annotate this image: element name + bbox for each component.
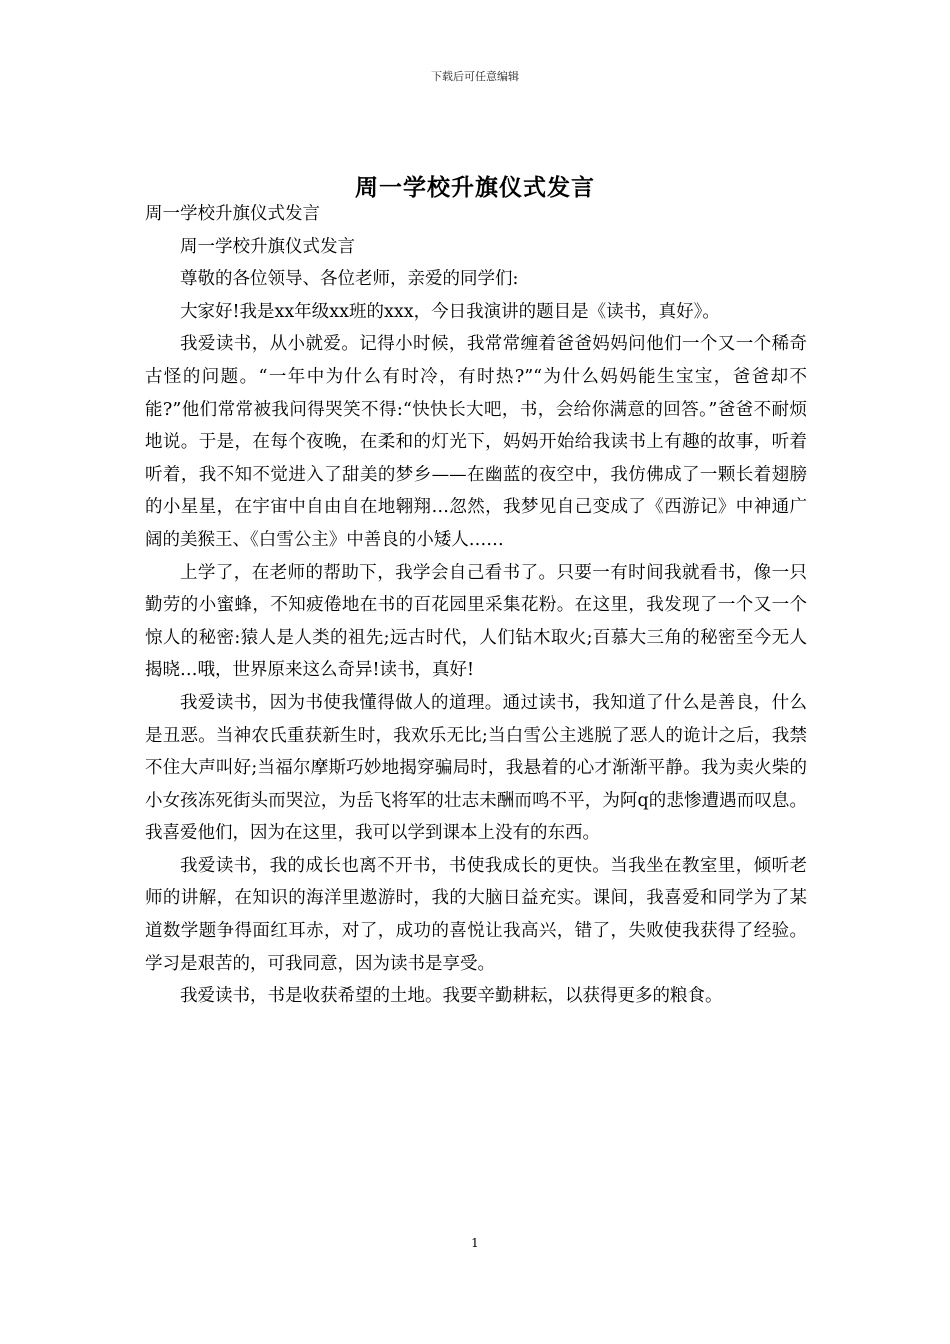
paragraph-school: 上学了，在老师的帮助下，我学会自己看书了。只要一有时间我就看书，像一只勤劳的小蜜蜂，不知疲倦地在书的百花园里采集花粉。在这里，我发现了一个又一个惊人的秘密:猿人是人类的祖先;远古时代，人们钻木取火;百慕大三角的秘密至今无人揭晓…哦，世界原来这么奇异!读书，真好! — [145, 562, 807, 681]
document-title: 周一学校升旗仪式发言 — [355, 174, 595, 202]
page-number: 1 — [471, 1236, 479, 1250]
document-body — [145, 198, 807, 1013]
paragraph-hope: 我爱读书，书是收获希望的土地。我要辛勤耕耘，以获得更多的粮食。 — [180, 986, 723, 1007]
paragraph-subtitle: 周一学校升旗仪式发言 — [145, 204, 320, 224]
paragraph-salutation: 尊敬的各位领导、各位老师，亲爱的同学们: — [180, 269, 519, 290]
paragraph-childhood: 我爱读书，从小就爱。记得小时候，我常常缠着爸爸妈妈问他们一个又一个稀奇古怪的问题。“一年中为什么有时冷，有时热?”“为什么妈妈能生宝宝，爸爸却不能?”他们常常被我问得哭笑不得:“快快长大吧，书，会给你满意的回答。”爸爸不耐烦地说。于是，在每个夜晚，在柔和的灯光下，妈妈开始给我读书上有趣的故事，听着听着，我不知不觉进入了甜美的梦乡——在幽蓝的夜空中，我仿佛成了一颗长着翅膀的小星星，在宇宙中自由自在地翱翔…忽然，我梦见自己变成了《西游记》中神通广阔的美猴王、《白雪公主》中善良的小矮人…… — [145, 334, 807, 550]
paragraph-greeting: 大家好!我是xx年级xx班的xxx，今日我演讲的题目是《读书，真好》。 — [180, 301, 720, 322]
paragraph-morals: 我爱读书，因为书使我懂得做人的道理。通过读书，我知道了什么是善良，什么是丑恶。当神农氏重获新生时，我欢乐无比;当白雪公主逃脱了恶人的诡计之后，我禁不住大声叫好;当福尔摩斯巧妙地揭穿骗局时，我悬着的心才渐渐平静。我为卖火柴的小女孩冻死街头而哭泣，为岳飞将军的壮志未酬而鸣不平，为阿q的悲惨遭遇而叹息。我喜爱他们，因为在这里，我可以学到课本上没有的东西。 — [145, 692, 807, 844]
paragraph-growth: 我爱读书，我的成长也离不开书，书使我成长的更快。当我坐在教室里，倾听老师的讲解，在知识的海洋里遨游时，我的大脑日益充实。课间，我喜爱和同学为了某道数学题争得面红耳赤，对了，成功的喜悦让我高兴，错了，失败使我获得了经验。学习是艰苦的，可我同意，因为读书是享受。 — [145, 855, 807, 974]
paragraph-subtitle-repeat: 周一学校升旗仪式发言 — [180, 236, 355, 257]
header-note: 下载后可任意编辑 — [431, 70, 519, 83]
